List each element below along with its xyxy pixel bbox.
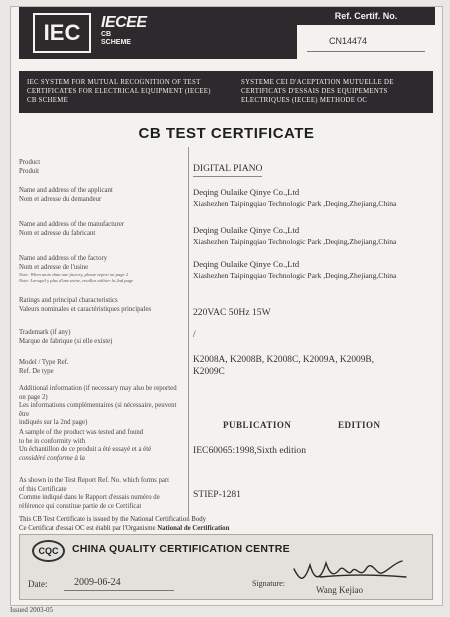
banner-en-line: CB SCHEME (27, 97, 69, 104)
certificate-header (19, 7, 433, 59)
label-line: on page 2) (19, 393, 48, 401)
applicant-address: Xiashezhen Taipingqiao Technologic Park ,Deqing,Zhejiang,China (193, 199, 397, 208)
ref-underline (307, 51, 425, 52)
iec-logo: IEC (33, 13, 91, 53)
ref-certif-number: CN14474 (329, 36, 368, 46)
label-line: to be in conformity with (19, 437, 86, 445)
label-line: Name and address of the factory (19, 255, 108, 262)
label-line: référence qui constitue partie de ce Certificat (19, 502, 142, 510)
cb-logo-text: CB (101, 31, 112, 38)
certification-body-footer (19, 534, 433, 600)
factory-label (19, 255, 184, 284)
label-line: Marque de fabrique (si elle existe) (19, 337, 113, 345)
issuing-body-fr-text: Ce Certificat d'essai OC est établi par l'Organisme (19, 525, 158, 532)
ratings-value: 220VAC 50Hz 15W (193, 307, 271, 318)
label-line: indiqués sur la 2nd page) (19, 419, 88, 426)
trademark-value: / (193, 329, 196, 340)
conformity-label (19, 429, 184, 463)
ref-certificate-box (295, 7, 435, 59)
certificate-page (10, 6, 443, 606)
date-value: 2009-06-24 (74, 577, 121, 588)
handwritten-signature (290, 555, 410, 589)
label-line: Nom et adresse de l'usine (19, 263, 89, 271)
factory-note: Note: When more than one factory, please report on page 2 (19, 272, 128, 277)
banner-french (241, 78, 427, 105)
model-line: K2009C (193, 367, 225, 377)
certification-centre-name: CHINA QUALITY CERTIFICATION CENTRE (72, 543, 290, 555)
issuing-body-fr (19, 524, 229, 533)
model-label (19, 359, 184, 376)
label-line: Un échantillon de ce produit a été essayé et a été (19, 446, 152, 453)
product-value (193, 163, 433, 177)
label-line: As shown in the Test Report Ref. No. which forms part (19, 477, 170, 484)
banner-fr-line: CERTIFICATS D'ESSAIS DES EQUIPEMENTS (241, 88, 388, 95)
scheme-banner (19, 71, 433, 113)
label-line: Nom et adresse du fabricant (19, 229, 96, 237)
date-underline (64, 590, 174, 591)
label-line: Valeurs nominales et caractéristiques principales (19, 305, 152, 313)
publication-heading: PUBLICATION (223, 420, 292, 430)
test-report-number: STIEP-1281 (193, 489, 241, 500)
product-text: DIGITAL PIANO (193, 163, 262, 177)
form-issue-note: Issued 2003-05 (10, 606, 53, 614)
manufacturer-label (19, 221, 184, 238)
signatory-name: Wang Kejiao (316, 585, 364, 595)
document-title: CB TEST CERTIFICATE (138, 125, 315, 142)
factory-note: Note: Lorsquil y plus d'une usine, veuillez utiliser la 2nd page (19, 278, 134, 283)
label-line: Model / Type Ref. (19, 359, 69, 366)
manufacturer-address: Xiashezhen Taipingqiao Technologic Park ,Deqing,Zhejiang,China (193, 237, 397, 246)
applicant-value (193, 187, 433, 209)
label-line: A sample of the product was tested and found (19, 429, 144, 436)
banner-en-line: CERTIFICATES FOR ELECTRICAL EQUIPMENT (IECEE) (27, 88, 211, 95)
issuing-body-statement (19, 515, 229, 533)
factory-value (193, 259, 433, 281)
scheme-logo-text: SCHEME (101, 39, 131, 46)
column-divider (188, 147, 189, 517)
iecee-cb-logo (101, 15, 145, 49)
manufacturer-value (193, 225, 433, 247)
issuing-body-en: This CB Test Certificate is issued by the National Certification Body (19, 516, 207, 523)
label-line: Nom et adresse du demandeur (19, 195, 102, 203)
standard-value: IEC60065:1998,Sixth edition (193, 445, 306, 456)
trademark-label (19, 329, 184, 346)
label-line: Product (19, 159, 41, 166)
factory-name: Deqing Oulaike Qinye Co.,Ltd (193, 259, 300, 269)
label-line: Name and address of the applicant (19, 187, 113, 194)
label-line: of this Certificate (19, 485, 67, 493)
banner-english (27, 78, 227, 105)
label-line: Ratings and principal characteristics (19, 297, 118, 304)
date-label: Date: (28, 579, 48, 589)
label-line: Additional information (if necessary may also be reported (19, 385, 177, 392)
iecee-logo-text: IECEE (101, 14, 147, 31)
applicant-label (19, 187, 184, 204)
label-line: considéré conforme à la (19, 454, 85, 462)
banner-en-line: IEC SYSTEM FOR MUTUAL RECOGNITION OF TEST (27, 79, 201, 86)
label-line: Trademark (if any) (19, 329, 71, 336)
edition-heading: EDITION (338, 420, 381, 430)
product-label (19, 159, 184, 176)
label-line: Ref. De type (19, 367, 54, 375)
label-line: Les informations complémentaires (si nécessaire, peuvent être (19, 402, 177, 418)
model-line: K2008A, K2008B, K2008C, K2009A, K2009B, (193, 355, 374, 365)
manufacturer-name: Deqing Oulaike Qinye Co.,Ltd (193, 225, 300, 235)
ref-certif-label: Ref. Certif. No. (297, 7, 435, 25)
label-line: Name and address of the manufacturer (19, 221, 125, 228)
signature-label: Signature: (252, 579, 285, 588)
additional-info-label (19, 385, 184, 428)
cqc-logo: CQC (32, 540, 65, 562)
label-line: Comme indiqué dans le Rapport d'essais numéro de (19, 494, 160, 501)
factory-address: Xiashezhen Taipingqiao Technologic Park ,Deqing,Zhejiang,China (193, 271, 397, 280)
label-line: Produit (19, 167, 40, 175)
model-value (193, 354, 433, 378)
banner-fr-line: ELECTRIQUES (IECEE) METHODE OC (241, 97, 368, 104)
test-report-label (19, 477, 184, 511)
issuing-body-fr-bold: National de Certification (157, 525, 230, 532)
applicant-name: Deqing Oulaike Qinye Co.,Ltd (193, 187, 300, 197)
banner-fr-line: SYSTEME CEI D'ACEPTATION MUTUELLE DE (241, 79, 394, 86)
ratings-label (19, 297, 184, 314)
